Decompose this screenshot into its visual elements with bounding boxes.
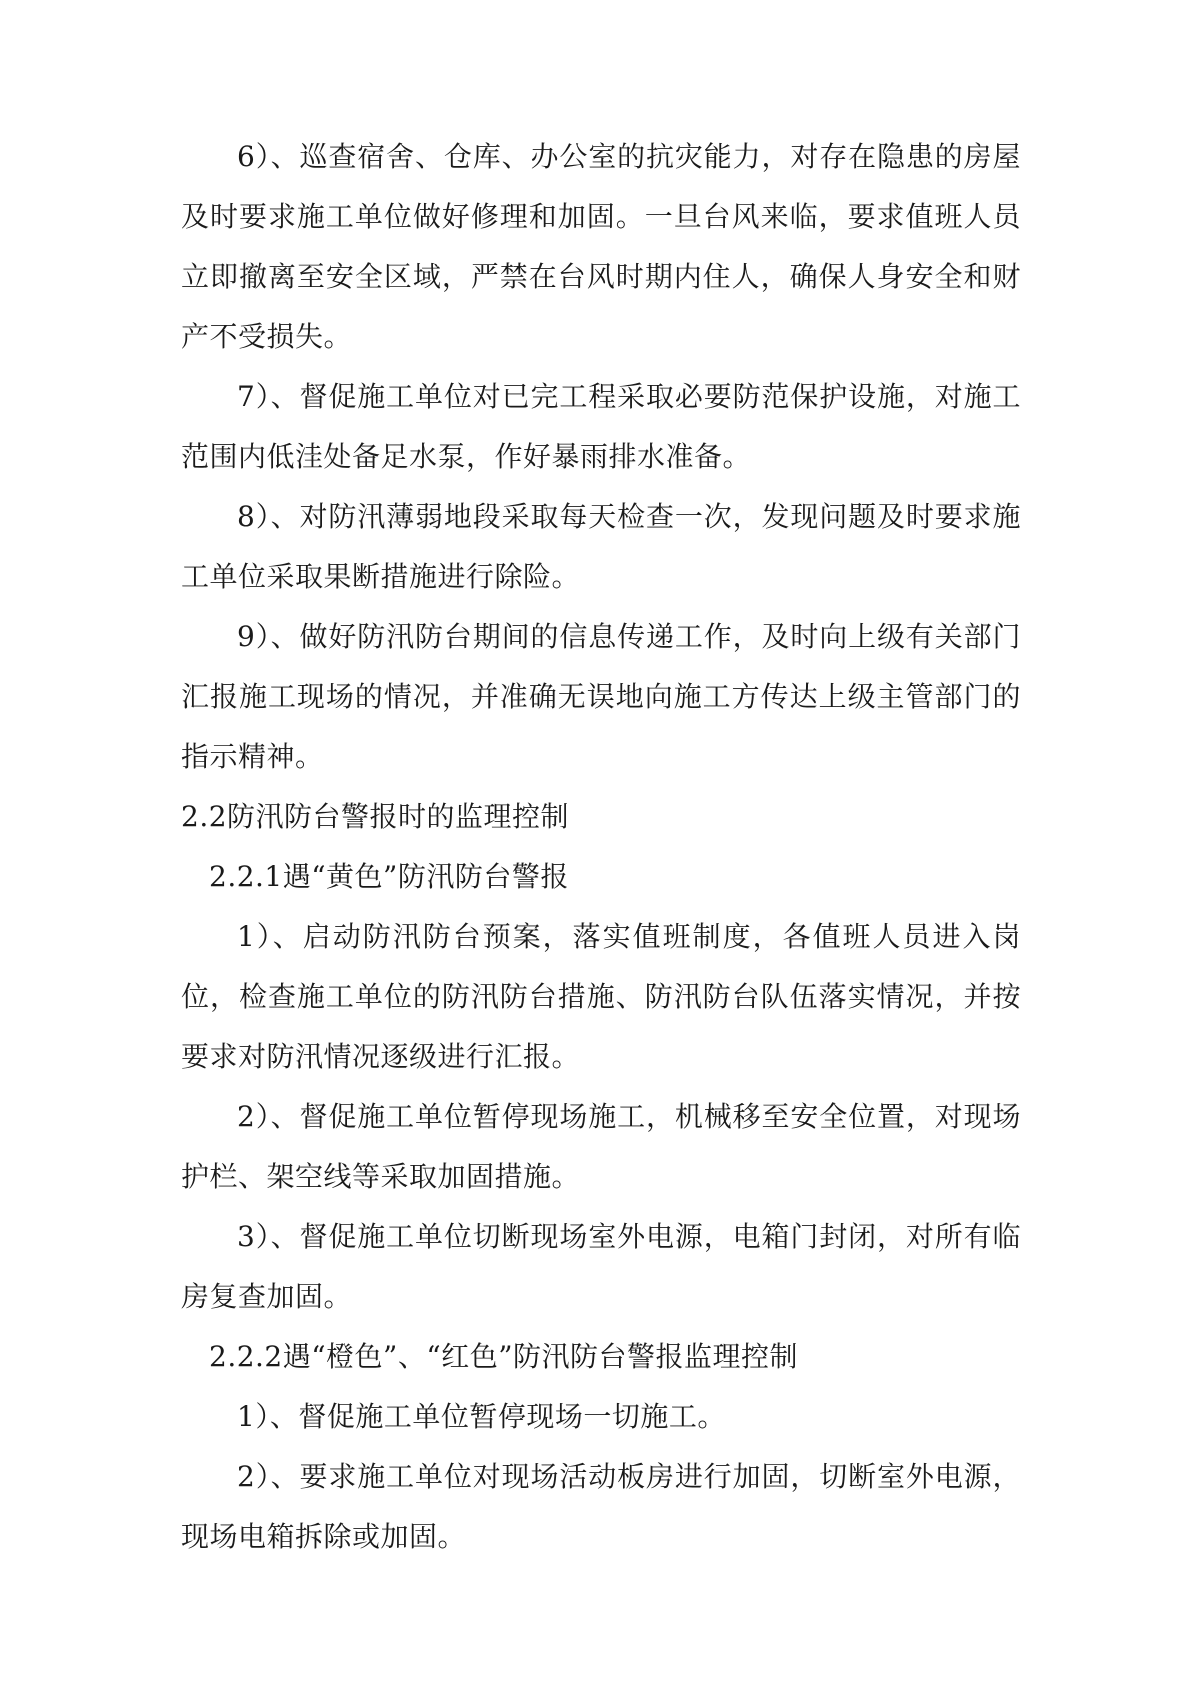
paragraph-item-7: 7）、督促施工单位对已完工程采取必要防范保护设施，对施工范围内低洼处备足水泵，作好暴雨排水准备。	[181, 380, 1021, 473]
paragraph-yellow-1: 1）、启动防汛防台预案，落实值班制度，各值班人员进入岗位，检查施工单位的防汛防台措施、防汛防台队伍落实情况，并按要求对防汛情况逐级进行汇报。	[181, 920, 1021, 1073]
subsection-heading-2-2-2: 2.2.2遇“橙色”、“红色”防汛防台警报监理控制	[209, 1340, 799, 1373]
paragraph-orange-red-2: 2）、要求施工单位对现场活动板房进行加固，切断室外电源，现场电箱拆除或加固。	[181, 1460, 1021, 1553]
subsection-heading-2-2-1: 2.2.1遇“黄色”防汛防台警报	[209, 860, 569, 893]
paragraph-yellow-3: 3）、督促施工单位切断现场室外电源，电箱门封闭，对所有临房复查加固。	[181, 1220, 1021, 1313]
document-body	[181, 127, 1021, 1567]
paragraph-item-8: 8）、对防汛薄弱地段采取每天检查一次，发现问题及时要求施工单位采取果断措施进行除险。	[181, 500, 1021, 593]
paragraph-item-9: 9）、做好防汛防台期间的信息传递工作，及时向上级有关部门汇报施工现场的情况，并准确无误地向施工方传达上级主管部门的指示精神。	[181, 620, 1021, 773]
paragraph-orange-red-1: 1）、督促施工单位暂停现场一切施工。	[237, 1400, 726, 1433]
paragraph-yellow-2: 2）、督促施工单位暂停现场施工，机械移至安全位置，对现场护栏、架空线等采取加固措施。	[181, 1100, 1021, 1193]
section-heading-2-2: 2.2防汛防台警报时的监理控制	[181, 800, 570, 833]
paragraph-item-6: 6）、巡查宿舍、仓库、办公室的抗灾能力，对存在隐患的房屋及时要求施工单位做好修理和加固。一旦台风来临，要求值班人员立即撤离至安全区域，严禁在台风时期内住人，确保人身安全和财产不受损失。	[181, 140, 1021, 353]
